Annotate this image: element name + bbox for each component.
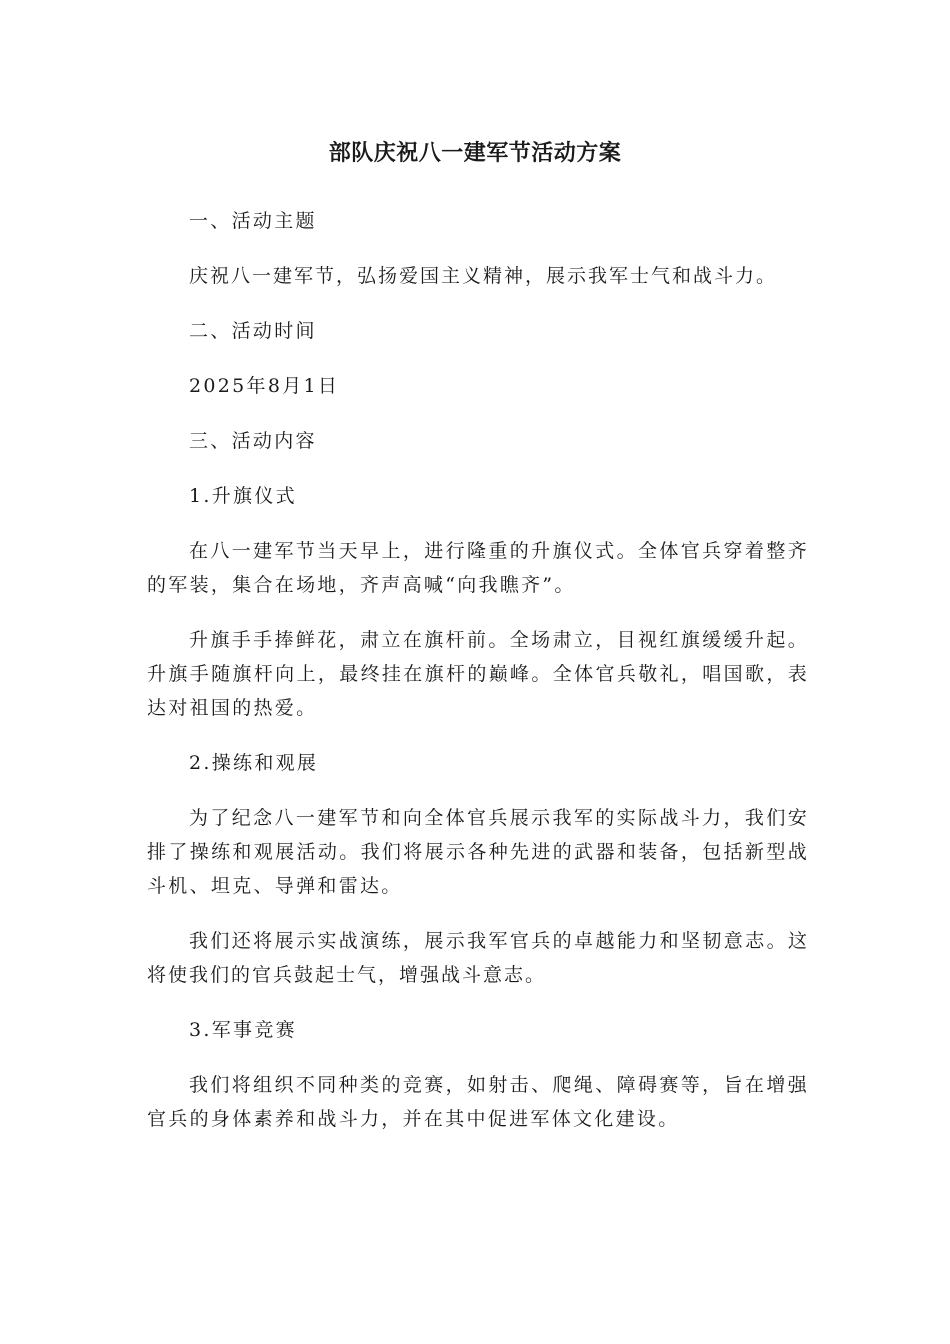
- subheading-flag-ceremony: 1.升旗仪式: [189, 485, 297, 507]
- paragraph-drill-exhibition-1: 为了纪念八一建军节和向全体官兵展示我军的实际战斗力，我们安排了操练和观展活动。我们将展示各种先进的武器和装备，包括新型战斗机、坦克、导弹和雷达。: [147, 807, 809, 897]
- subheading-military-competition: 3.军事竞赛: [189, 1019, 297, 1041]
- document-title: 部队庆祝八一建军节活动方案: [328, 141, 622, 166]
- paragraph-military-competition: 我们将组织不同种类的竞赛，如射击、爬绳、障碍赛等，旨在增强官兵的身体素养和战斗力，并在其中促进军体文化建设。: [147, 1074, 809, 1130]
- section-heading-content: 三、活动内容: [189, 430, 317, 452]
- paragraph-theme: 庆祝八一建军节，弘扬爱国主义精神，展示我军士气和战斗力。: [189, 265, 778, 287]
- section-heading-theme: 一、活动主题: [189, 210, 317, 232]
- document-body: [147, 204, 809, 1157]
- paragraph-flag-ceremony-2: 升旗手手捧鲜花，肃立在旗杆前。全场肃立，目视红旗缓缓升起。升旗手随旗杆向上，最终挂在旗杆的巅峰。全体官兵敬礼，唱国歌，表达对祖国的热爱。: [147, 629, 809, 719]
- paragraph-flag-ceremony-1: 在八一建军节当天早上，进行隆重的升旗仪式。全体官兵穿着整齐的军装，集合在场地，齐声高喊“向我瞧齐”。: [147, 540, 809, 596]
- paragraph-date: 2025年8月1日: [189, 375, 340, 397]
- subheading-drill-exhibition: 2.操练和观展: [189, 752, 319, 774]
- paragraph-drill-exhibition-2: 我们还将展示实战演练，展示我军官兵的卓越能力和坚韧意志。这将使我们的官兵鼓起士气，增强战斗意志。: [147, 930, 809, 986]
- section-heading-time: 二、活动时间: [189, 320, 317, 342]
